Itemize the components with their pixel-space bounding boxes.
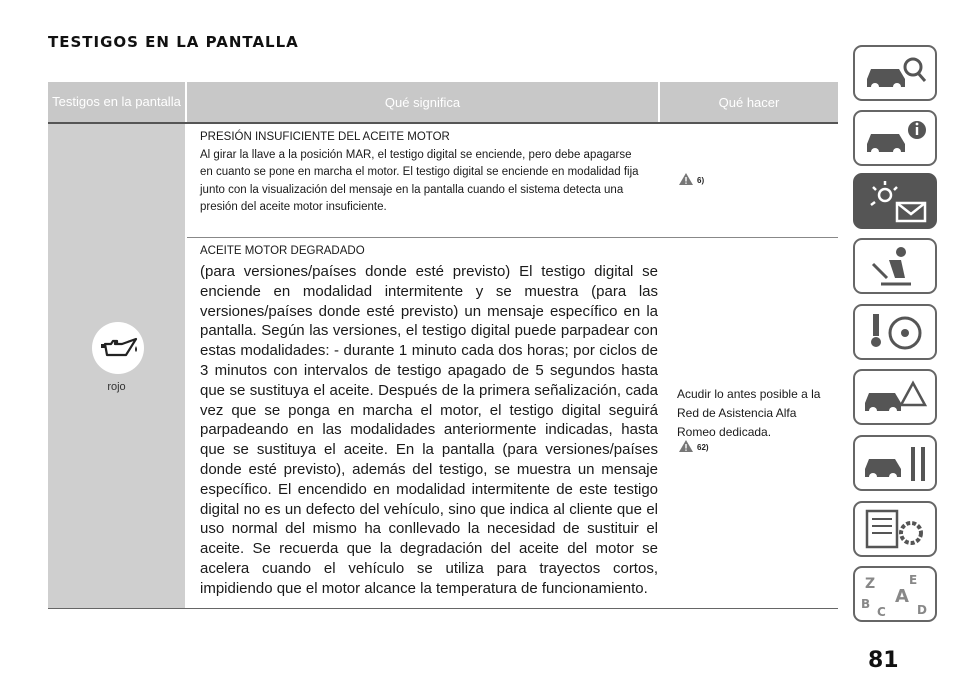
row2-title: ACEITE MOTOR DEGRADADO <box>200 245 365 257</box>
sidebar-item-maintenance[interactable] <box>853 435 937 491</box>
sidebar-item-safety[interactable] <box>853 238 937 294</box>
sidebar-item-warning-lights[interactable] <box>853 173 937 229</box>
sidebar-item-emergency[interactable] <box>853 369 937 425</box>
table-bottom-rule <box>48 608 838 609</box>
warning-triangle-icon <box>678 172 694 191</box>
car-info-icon <box>855 112 935 164</box>
sidebar-item-starting-driving[interactable] <box>853 304 937 360</box>
svg-text:Z: Z <box>865 576 876 592</box>
warning-light-message-icon <box>855 175 935 227</box>
car-road-warning-icon <box>855 371 935 423</box>
row2-reference: 62) <box>697 443 709 452</box>
sidebar-item-index[interactable] <box>853 566 937 622</box>
row1-reference: 6) <box>697 176 705 185</box>
row-low-oil-pressure <box>200 129 640 217</box>
alphabetical-index-icon <box>855 568 935 620</box>
svg-text:B: B <box>861 597 871 611</box>
sidebar-item-technical-data[interactable] <box>853 501 937 557</box>
header-lamps: Testigos en la pantalla <box>48 82 185 122</box>
warning-triangle-icon <box>678 439 694 458</box>
svg-text:A: A <box>895 586 909 607</box>
oil-can-icon <box>92 322 144 374</box>
car-tools-icon <box>855 437 935 489</box>
specifications-gear-icon <box>855 503 935 555</box>
airbag-person-icon <box>855 240 935 292</box>
row-divider <box>187 237 838 238</box>
page-number: 81 <box>868 648 899 673</box>
header-action: Qué hacer <box>660 82 838 122</box>
row1-title: PRESIÓN INSUFICIENTE DEL ACEITE MOTOR <box>200 131 450 143</box>
row2-action: Acudir lo antes posible a la Red de Asistencia Alfa Romeo dedicada. <box>677 387 821 439</box>
svg-text:C: C <box>877 605 886 619</box>
row1-body: Al girar la llave a la posición MAR, el testigo digital se enciende, pero debe apagarse en cuanto se pone en marcha el motor. El testigo digital se enciende en modalidad fija junto con la visualización del mensaje en la pantalla cuando el sistema detecta una presión del aceite motor insuficiente. <box>200 148 639 213</box>
lamp-color-label: rojo <box>107 381 126 393</box>
section-title: TESTIGOS EN LA PANTALLA <box>48 33 299 51</box>
car-search-icon <box>855 47 935 99</box>
sidebar-item-car-info[interactable] <box>853 110 937 166</box>
svg-text:E: E <box>909 573 918 587</box>
sidebar-item-car-search[interactable] <box>853 45 937 101</box>
row2-body: (para versiones/países donde esté previsto) El testigo digital se enciende en modalidad intermitente y se muestra (para las versiones/países donde esté previsto) un mensaje específico en la pantalla. Según las versiones, el testigo digital puede parpadear con estas modalidades: - durante 1 minuto cada dos horas; por ciclos de 3 minutos con intervalos de testigo apagado de 5 segundos hasta que se sustituya el aceite. Después de la primera señalización, cada vez que se ponga en marcha el motor, el testigo digital seguirá parpadeando en las modalidades anteriormente indicadas, hasta que se sustituya el aceite. En la pantalla (para versiones/países donde esté previsto), además del testigo, se muestra un mensaje específico. El encendido en modalidad intermitente de este testigo digital no es un defecto del vehículo, sino que indica al cliente que el uso normal del mismo ha conllevado la necesidad de sustituir el aceite. Se recuerda que la degradación del aceite del motor se acelera cuando el vehículo se utiliza para trayectos cortos, impidiendo que el motor alcance la temperatura de funcionamiento. <box>200 263 658 597</box>
svg-text:D: D <box>917 603 927 617</box>
key-steering-wheel-icon <box>855 306 935 358</box>
header-meaning: Qué significa <box>187 82 658 122</box>
